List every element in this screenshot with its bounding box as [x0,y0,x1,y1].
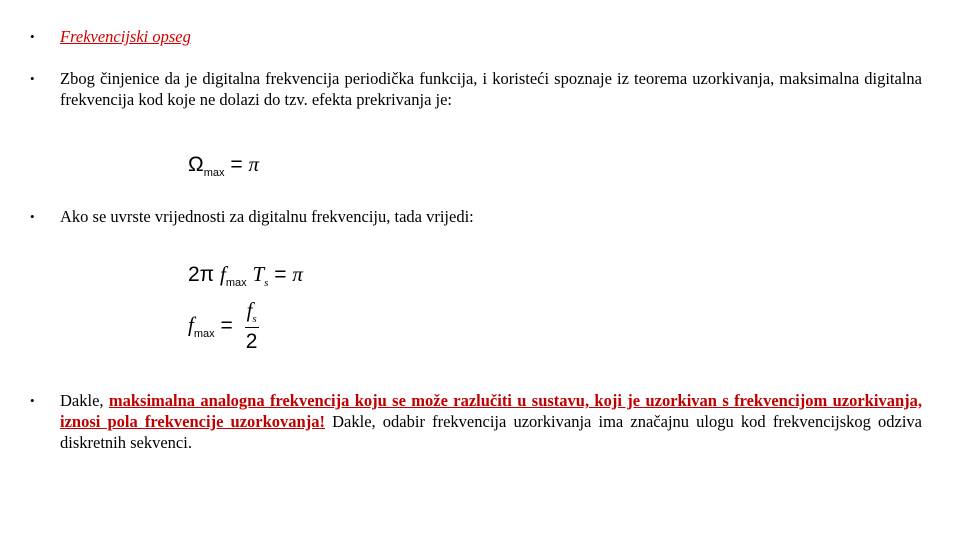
section-heading-link[interactable]: Frekvencijski opseg [60,27,191,46]
bullet-frekvencijski-opseg [30,26,191,47]
equation-omega-max [188,152,259,179]
eq-equals: = [230,153,243,176]
bullet-marker: • [30,71,35,86]
eq-subscript: s [264,277,269,290]
bullet-marker: • [30,209,35,224]
eq-symbol: π [292,262,303,286]
bullet-conclusion [30,390,922,453]
bullet-substitution [30,206,474,227]
eq-fraction [245,298,259,354]
equation-2pi-fmax-ts [188,262,303,289]
eq-subscript: s [252,313,257,326]
paragraph-text [60,390,922,453]
eq-symbol: f [220,262,226,286]
paragraph-lead: Dakle, [60,391,109,410]
eq-equals: = [220,314,233,338]
eq-symbol: Ω [188,153,204,176]
eq-symbol: T [252,262,265,286]
eq-subscript: max [225,277,247,290]
eq-equals: = [274,263,287,286]
bullet-marker: • [30,29,35,44]
eq-symbol: f [246,298,253,322]
equation-fmax-fs-half [188,298,259,354]
bullet-max-digital-frequency [30,68,922,110]
paragraph-tail: Dakle, odabir frekvencija uzorkivanja ima značajnu ulogu kod frekvencijskog odziva diskretnih sekvenci. [60,412,923,452]
eq-subscript: max [193,327,215,340]
eq-symbol: 2π [188,263,215,286]
bullet-marker: • [30,393,35,408]
eq-subscript: max [203,167,225,180]
highlighted-statement: maksimalna analogna frekvencija koju se može razlučiti u sustavu, koji je uzorkivan s frekvencijom uzorkivanja, iznosi pola frekvencije uzorkovanja! [60,391,922,431]
eq-denominator: 2 [245,330,258,354]
eq-symbol: f [188,312,194,337]
eq-numerator [245,298,259,328]
paragraph-text: Zbog činjenice da je digitalna frekvencija periodička funkcija, i koristeći spoznaje iz teorema uzorkivanja, maksimalna digitalna frekvencija kod koje ne dolazi do tzv. efekta prekrivanja je: [60,69,922,109]
eq-symbol: π [248,152,259,176]
paragraph-text: Ako se uvrste vrijednosti za digitalnu frekvenciju, tada vrijedi: [60,207,474,226]
